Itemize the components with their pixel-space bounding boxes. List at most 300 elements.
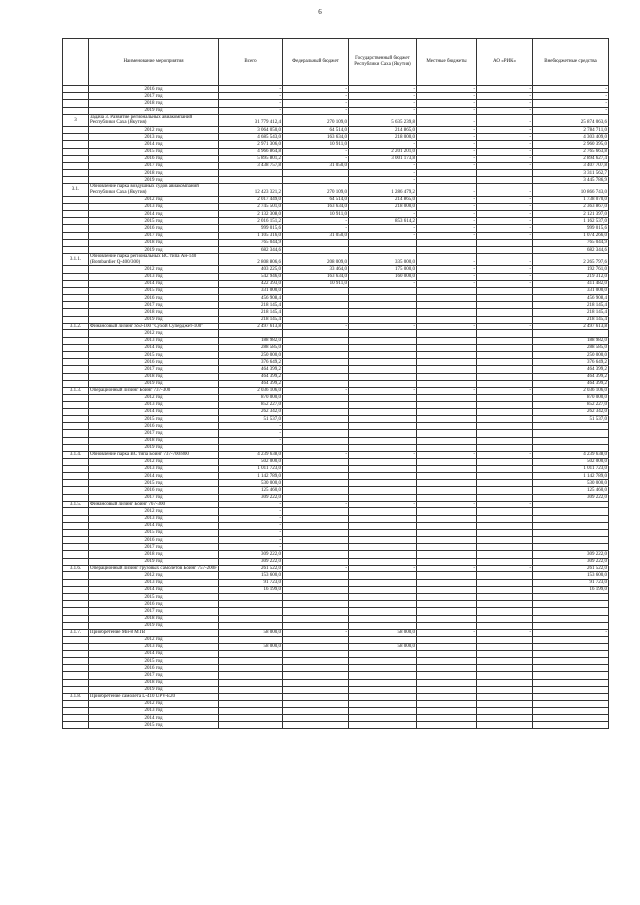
row-number <box>63 472 89 479</box>
row-value <box>477 344 533 351</box>
row-number <box>63 636 89 643</box>
row-value: - <box>219 501 283 508</box>
row-value <box>349 650 417 657</box>
row-name: 2019 год <box>89 380 219 387</box>
row-value: - <box>477 141 533 148</box>
row-name: 2015 год <box>89 351 219 358</box>
row-number <box>63 239 89 246</box>
row-value <box>283 366 349 373</box>
row-value: 58 000,0 <box>219 643 283 650</box>
row-value: 1 011 723,0 <box>533 465 609 472</box>
row-value <box>283 658 349 665</box>
row-value: - <box>477 225 533 232</box>
row-name: 2019 год <box>89 558 219 565</box>
row-value <box>283 494 349 501</box>
row-value <box>417 366 477 373</box>
row-value: 682 344,6 <box>533 246 609 253</box>
row-value: 10 866 743,0 <box>533 184 609 196</box>
row-value <box>417 522 477 529</box>
row-name: 2018 год <box>89 615 219 622</box>
row-value: 163 634,0 <box>283 203 349 210</box>
table-row <box>63 100 609 107</box>
row-value: - <box>349 86 417 93</box>
row-value <box>219 330 283 337</box>
row-number: 3.1.5. <box>63 501 89 508</box>
row-number <box>63 423 89 430</box>
row-name: 2013 год <box>89 515 219 522</box>
row-value <box>219 615 283 622</box>
row-value <box>477 380 533 387</box>
row-name: 2014 год <box>89 408 219 415</box>
table-row <box>63 366 609 373</box>
row-value <box>283 529 349 536</box>
row-value <box>417 636 477 643</box>
row-value <box>417 665 477 672</box>
table-row <box>63 551 609 558</box>
row-number <box>63 351 89 358</box>
row-value: 5 635 239,8 <box>349 114 417 126</box>
row-value <box>283 316 349 323</box>
col-header-federal: Федеральный бюджет <box>283 39 349 86</box>
row-value <box>283 544 349 551</box>
row-number <box>63 615 89 622</box>
table-row <box>63 330 609 337</box>
row-value: - <box>349 93 417 100</box>
row-value <box>417 722 477 729</box>
row-number <box>63 126 89 133</box>
row-number <box>63 586 89 593</box>
row-value <box>283 472 349 479</box>
table-row <box>63 155 609 162</box>
row-name: 2012 год <box>89 330 219 337</box>
row-number <box>63 196 89 203</box>
row-value <box>477 416 533 423</box>
row-number <box>63 430 89 437</box>
row-value <box>349 722 417 729</box>
table-header <box>63 39 609 86</box>
row-name: Операционный лизинг Боинг 737-300 <box>89 387 219 394</box>
row-value <box>417 622 477 629</box>
row-value <box>219 601 283 608</box>
row-number <box>63 344 89 351</box>
row-name: 2014 год <box>89 472 219 479</box>
table-row <box>63 444 609 451</box>
table-row <box>63 437 609 444</box>
row-value <box>417 650 477 657</box>
row-value <box>477 309 533 316</box>
row-value <box>417 444 477 451</box>
row-value: 5 895 801,2 <box>219 155 283 162</box>
table-row <box>63 287 609 294</box>
row-value <box>477 246 533 253</box>
row-value <box>533 529 609 536</box>
row-value <box>283 458 349 465</box>
row-value <box>417 416 477 423</box>
row-value <box>417 537 477 544</box>
row-value: 16 199,0 <box>219 586 283 593</box>
row-number: 3.1.6. <box>63 565 89 572</box>
row-value: - <box>283 155 349 162</box>
col-header-local: Местные бюджеты <box>417 39 477 86</box>
row-value <box>283 239 349 246</box>
row-value <box>477 480 533 487</box>
row-name: 2013 год <box>89 707 219 714</box>
table-row <box>63 679 609 686</box>
row-value <box>283 394 349 401</box>
row-name: Приобретение Ми-8 МТВ <box>89 629 219 636</box>
row-value <box>283 643 349 650</box>
row-value <box>283 309 349 316</box>
table-row <box>63 380 609 387</box>
table-row <box>63 394 609 401</box>
row-name: 2017 год <box>89 302 219 309</box>
table-row <box>63 86 609 93</box>
row-number <box>63 700 89 707</box>
row-number <box>63 601 89 608</box>
col-header-republic: Государственный бюджет Республики Саха (Якутия) <box>349 39 417 86</box>
row-value: 3 438 757,8 <box>219 162 283 169</box>
row-value <box>477 694 533 701</box>
table-row <box>63 114 609 126</box>
row-value <box>283 380 349 387</box>
table-row <box>63 608 609 615</box>
row-value <box>477 177 533 184</box>
row-value <box>283 373 349 380</box>
row-number <box>63 93 89 100</box>
row-value: 3 064 050,0 <box>219 126 283 133</box>
table-row <box>63 162 609 169</box>
row-value <box>283 672 349 679</box>
table-row <box>63 323 609 330</box>
row-value <box>349 636 417 643</box>
row-value <box>417 558 477 565</box>
row-value <box>417 295 477 302</box>
row-value: 2 745 501,0 <box>219 203 283 210</box>
row-value: 502 000,0 <box>533 458 609 465</box>
row-name: Обновление парка региональных ВС типа Ан-140 (Bombardier Q-400/300) <box>89 254 219 266</box>
row-name: 2017 год <box>89 232 219 239</box>
row-value: - <box>417 107 477 114</box>
row-value <box>349 558 417 565</box>
row-value <box>477 679 533 686</box>
table-row <box>63 280 609 287</box>
row-value <box>349 380 417 387</box>
row-name: 2014 год <box>89 280 219 287</box>
row-name: 2016 год <box>89 295 219 302</box>
table-row <box>63 714 609 721</box>
row-value <box>349 366 417 373</box>
row-value <box>349 401 417 408</box>
row-number <box>63 148 89 155</box>
row-value: - <box>417 114 477 126</box>
row-value <box>349 593 417 600</box>
row-value: - <box>283 218 349 225</box>
row-value <box>417 679 477 686</box>
row-number <box>63 232 89 239</box>
row-name: 2013 год <box>89 643 219 650</box>
row-value: 262 342,0 <box>533 408 609 415</box>
row-value: - <box>417 134 477 141</box>
row-number: 3 <box>63 114 89 126</box>
row-value: - <box>477 107 533 114</box>
row-value <box>417 337 477 344</box>
row-value <box>283 408 349 415</box>
table-row <box>63 337 609 344</box>
row-name: 2016 год <box>89 359 219 366</box>
row-number <box>63 225 89 232</box>
row-number <box>63 177 89 184</box>
row-value <box>283 608 349 615</box>
row-value: 31 050,0 <box>283 162 349 169</box>
row-value <box>477 665 533 672</box>
row-number <box>63 508 89 515</box>
row-value: 335 000,0 <box>349 254 417 266</box>
row-value <box>349 544 417 551</box>
table-row <box>63 408 609 415</box>
row-value <box>349 472 417 479</box>
row-number <box>63 203 89 210</box>
row-number <box>63 394 89 401</box>
row-number <box>63 722 89 729</box>
row-value <box>533 330 609 337</box>
row-name: 2017 год <box>89 494 219 501</box>
row-value <box>477 515 533 522</box>
row-value <box>349 707 417 714</box>
row-value <box>283 686 349 693</box>
row-value: - <box>417 254 477 266</box>
row-value: 464 399,2 <box>219 366 283 373</box>
row-value: 4 303 409,0 <box>533 134 609 141</box>
row-value: 188 982,0 <box>533 337 609 344</box>
row-value: 261 522,0 <box>219 565 283 572</box>
row-value <box>283 722 349 729</box>
row-name: 2017 год <box>89 544 219 551</box>
row-name: 2013 год <box>89 203 219 210</box>
row-value: 12 423 321,2 <box>219 184 283 196</box>
row-name: 2015 год <box>89 529 219 536</box>
row-value: 58 000,0 <box>349 643 417 650</box>
row-name: 2018 год <box>89 373 219 380</box>
row-value <box>283 714 349 721</box>
row-name: 2015 год <box>89 722 219 729</box>
row-value: 188 982,0 <box>219 337 283 344</box>
row-value <box>533 665 609 672</box>
row-value: - <box>219 515 283 522</box>
row-value <box>533 722 609 729</box>
row-number <box>63 337 89 344</box>
row-value: - <box>477 211 533 218</box>
row-name: 2014 год <box>89 714 219 721</box>
row-value <box>477 508 533 515</box>
row-number <box>63 218 89 225</box>
row-value <box>533 707 609 714</box>
table-row <box>63 650 609 657</box>
row-value: - <box>283 323 349 330</box>
row-value <box>417 437 477 444</box>
table-row <box>63 529 609 536</box>
row-value <box>349 444 417 451</box>
row-value: 765 044,9 <box>533 239 609 246</box>
row-value: 153 600,0 <box>533 572 609 579</box>
table-row <box>63 658 609 665</box>
row-value <box>349 373 417 380</box>
row-value: - <box>477 86 533 93</box>
row-value: 25 874 063,6 <box>533 114 609 126</box>
row-value <box>417 423 477 430</box>
row-value <box>283 444 349 451</box>
row-value: - <box>477 93 533 100</box>
row-value: 51 537,0 <box>219 416 283 423</box>
table-row <box>63 211 609 218</box>
row-value: - <box>283 501 349 508</box>
row-value <box>533 679 609 686</box>
row-value <box>477 394 533 401</box>
row-value: - <box>349 565 417 572</box>
row-value <box>533 700 609 707</box>
row-value <box>477 544 533 551</box>
row-value: - <box>349 107 417 114</box>
row-value: - <box>417 387 477 394</box>
row-value <box>477 643 533 650</box>
row-value: 999 015,6 <box>219 225 283 232</box>
row-value <box>477 366 533 373</box>
row-value: - <box>417 148 477 155</box>
row-name: 2017 год <box>89 93 219 100</box>
table-row <box>63 700 609 707</box>
row-value: 411 482,0 <box>533 280 609 287</box>
row-value: - <box>477 273 533 280</box>
table-row <box>63 225 609 232</box>
row-number <box>63 246 89 253</box>
table-row <box>63 232 609 239</box>
row-value <box>417 494 477 501</box>
row-value <box>477 650 533 657</box>
row-name: 2018 год <box>89 309 219 316</box>
row-value <box>349 239 417 246</box>
row-value <box>283 177 349 184</box>
row-value <box>417 373 477 380</box>
row-value: 1 105 316,0 <box>219 232 283 239</box>
row-value <box>417 551 477 558</box>
table-row <box>63 465 609 472</box>
row-value: - <box>219 423 283 430</box>
row-number <box>63 359 89 366</box>
row-value <box>533 622 609 629</box>
row-number: 3.1. <box>63 184 89 196</box>
row-value: - <box>349 232 417 239</box>
row-value <box>477 458 533 465</box>
row-value <box>417 672 477 679</box>
row-value <box>477 487 533 494</box>
row-value: 250 000,0 <box>533 351 609 358</box>
table-row <box>63 196 609 203</box>
table-row <box>63 572 609 579</box>
row-value: 58 000,0 <box>349 629 417 636</box>
row-value <box>283 465 349 472</box>
row-name: 2016 год <box>89 155 219 162</box>
row-number <box>63 401 89 408</box>
row-value: 1 074 266,0 <box>533 232 609 239</box>
table-row <box>63 579 609 586</box>
row-number <box>63 330 89 337</box>
row-value: - <box>533 93 609 100</box>
row-value <box>349 330 417 337</box>
row-name: 2018 год <box>89 551 219 558</box>
row-value: - <box>533 107 609 114</box>
col-header-offbudget: Внебюджетные средства <box>533 39 609 86</box>
row-value <box>283 287 349 294</box>
row-name: 2013 год <box>89 401 219 408</box>
row-number <box>63 515 89 522</box>
row-value: 214 865,0 <box>349 126 417 133</box>
row-name: 2019 год <box>89 686 219 693</box>
row-value: 163 634,0 <box>283 273 349 280</box>
row-value <box>417 601 477 608</box>
table-row <box>63 148 609 155</box>
table-row <box>63 601 609 608</box>
row-value: 250 000,0 <box>219 351 283 358</box>
row-value: - <box>477 162 533 169</box>
row-value: - <box>477 280 533 287</box>
row-value: 125 460,0 <box>533 487 609 494</box>
row-name: 2019 год <box>89 177 219 184</box>
row-value: 1 738 070,0 <box>533 196 609 203</box>
row-value <box>283 586 349 593</box>
table-row <box>63 387 609 394</box>
row-value <box>477 287 533 294</box>
row-value: - <box>219 529 283 536</box>
row-value <box>417 529 477 536</box>
row-value: - <box>477 452 533 459</box>
row-value <box>219 694 283 701</box>
row-value <box>283 359 349 366</box>
row-value <box>477 601 533 608</box>
row-value: 2 132 308,0 <box>219 211 283 218</box>
row-number <box>63 593 89 600</box>
row-name: 2019 год <box>89 246 219 253</box>
row-name: 2016 год <box>89 601 219 608</box>
row-name: 2012 год <box>89 126 219 133</box>
row-value <box>477 408 533 415</box>
row-name: 2014 год <box>89 586 219 593</box>
row-number <box>63 155 89 162</box>
row-value <box>283 487 349 494</box>
row-value: 852 227,0 <box>533 401 609 408</box>
table-row <box>63 672 609 679</box>
row-value: 853 614,2 <box>349 218 417 225</box>
row-number <box>63 280 89 287</box>
row-number <box>63 211 89 218</box>
row-value <box>349 522 417 529</box>
row-value <box>283 551 349 558</box>
row-value: 262 342,0 <box>219 408 283 415</box>
row-value <box>349 359 417 366</box>
row-number <box>63 408 89 415</box>
row-value <box>283 430 349 437</box>
row-value: - <box>477 629 533 636</box>
table-row <box>63 351 609 358</box>
table-row <box>63 184 609 196</box>
row-number <box>63 608 89 615</box>
row-name: 2015 год <box>89 416 219 423</box>
row-value <box>477 423 533 430</box>
row-value <box>417 239 477 246</box>
row-value: 91 723,0 <box>219 579 283 586</box>
row-value <box>533 686 609 693</box>
row-value: - <box>533 86 609 93</box>
row-value: - <box>477 155 533 162</box>
table-row <box>63 615 609 622</box>
